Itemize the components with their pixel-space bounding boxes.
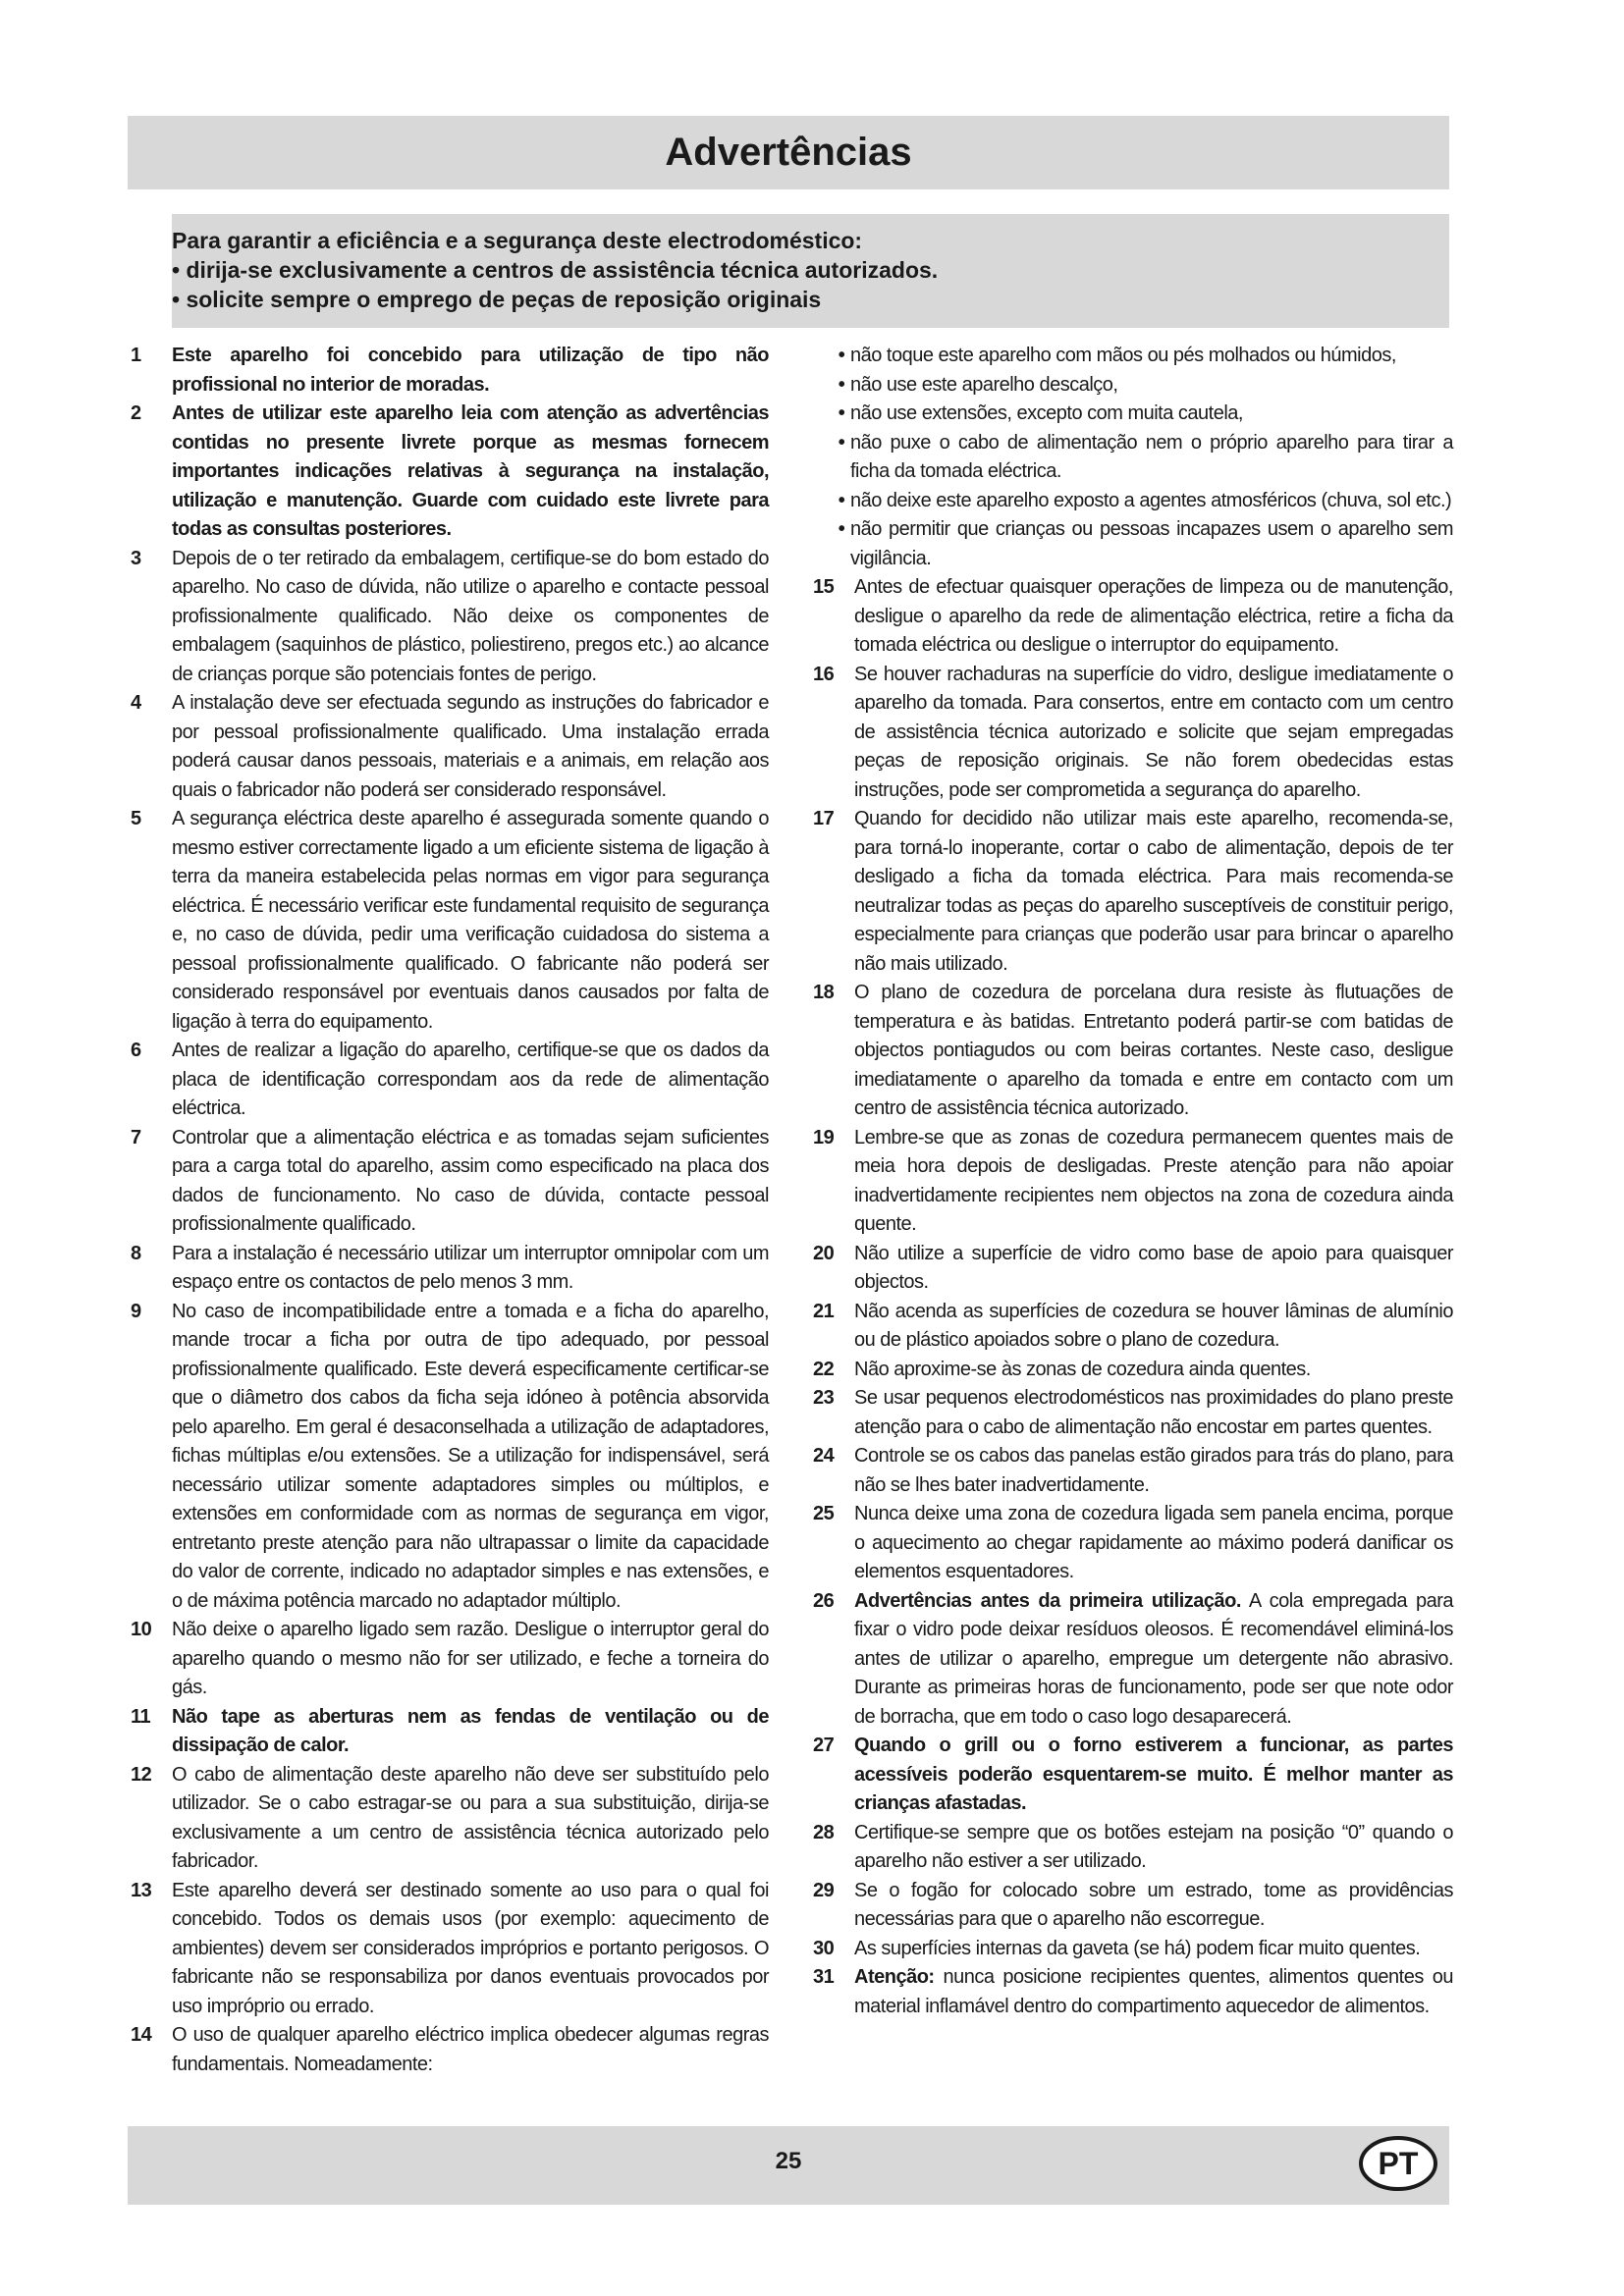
warning-item — [131, 1240, 769, 1298]
warning-item — [813, 1935, 1453, 1964]
item-text: Quando for decidido não utilizar mais este aparelho, recomenda-se, para torná-lo inoperante, cortar o cabo de alimentação, depois de ter desligado a ficha da tomada eléctrica. Para mais recomenda-se neutralizar todas as peças do aparelho susceptíveis de constituir perigo, especialmente para crianças que poderão usar para brincar o aparelho não mais utilizado. — [854, 808, 1453, 975]
item-number: 16 — [813, 663, 835, 685]
item-number: 20 — [813, 1242, 835, 1264]
warning-item — [131, 545, 769, 690]
warning-item — [813, 1124, 1453, 1240]
item-number: 24 — [813, 1445, 835, 1467]
item-number: 18 — [813, 982, 835, 1003]
item-number: 29 — [813, 1879, 835, 1901]
warning-item — [813, 979, 1453, 1124]
item-text: Se usar pequenos electrodomésticos nas proximidades do plano preste atenção para o cabo de alimentação não encostar em partes quentes. — [854, 1387, 1453, 1438]
item-number: 31 — [813, 1966, 835, 1988]
item-number: 25 — [813, 1503, 835, 1524]
bullet-text: não deixe este aparelho exposto a agentes atmosféricos (chuva, sol etc.) — [850, 489, 1452, 511]
item-number: 13 — [131, 1879, 152, 1901]
item-text — [854, 1963, 1453, 2021]
bullet-text: não puxe o cabo de alimentação nem o próprio aparelho para tirar a ficha da tomada eléctrica. — [850, 431, 1453, 482]
item-text: No caso de incompatibilidade entre a tomada e a ficha do aparelho, mande trocar a ficha por outra de tipo adequado, por pessoal profissionalmente qualificado. Este deverá especificamente certificar-se que o diâmetro dos cabos da ficha seja idóneo à potência absorvida pelo aparelho. Em geral é desaconselhada a utilização de adaptadores, fichas múltiplas e/ou extensões. Se a utilização for indispensável, será necessário utilizar somente adaptadores simples ou múltiplos, e extensões em conformidade com as normas de segurança em vigor, entretanto preste atenção para não ultrapassar o limite da capacidade do valor de corrente, indicado no adaptador simples e nas extensões, e o de máxima potência marcado no adaptador múltiplo. — [172, 1300, 769, 1612]
item-text — [854, 1587, 1453, 1733]
item-14-bullets — [833, 342, 1453, 573]
item-lead: Atenção: — [854, 1966, 935, 1988]
item-number: 17 — [813, 808, 835, 829]
notice-line-intro: Para garantir a eficiência e a segurança deste electrodoméstico: — [172, 228, 863, 253]
item-text: Não aproxime-se às zonas de cozedura ainda quentes. — [854, 1358, 1311, 1380]
warning-item — [131, 1761, 769, 1877]
item-text: Se houver rachaduras na superfície do vidro, desligue imediatamente o aparelho da tomada. Para consertos, entre em contacto com um centro de assistência técnica autorizado e solicite que sejam empregadas peças de reposição originais. Se não forem obedecidas estas instruções, pode ser comprometida a segurança do aparelho. — [854, 663, 1453, 801]
item-number: 7 — [131, 1126, 141, 1148]
item-text: Este aparelho foi concebido para utilização de tipo não profissional no interior de moradas. — [172, 345, 769, 396]
bullet-item: • não deixe este aparelho exposto a agentes atmosféricos (chuva, sol etc.) — [833, 487, 1453, 516]
bullet-item: • não toque este aparelho com mãos ou pés molhados ou húmidos, — [833, 342, 1453, 371]
item-body: nunca posicione recipientes quentes, alimentos quentes ou material inflamável dentro do compartimento aquecedor de alimentos. — [854, 1966, 1454, 2017]
title-bar — [128, 116, 1449, 189]
footer-bar — [128, 2126, 1449, 2205]
language-badge-text: PT — [1378, 2146, 1419, 2181]
item-text: Lembre-se que as zonas de cozedura permanecem quentes mais de meia hora depois de desligadas. Preste atenção para não apoiar inadvertidamente recipientes nem objectos na zona de cozedura ainda quente. — [854, 1126, 1453, 1235]
item-number: 22 — [813, 1358, 835, 1380]
item-number: 30 — [813, 1937, 835, 1959]
warning-item — [131, 1703, 769, 1761]
item-number: 2 — [131, 402, 141, 424]
warning-item — [131, 1298, 769, 1617]
page-title: Advertências — [665, 131, 912, 174]
bullet-text: não use extensões, excepto com muita cautela, — [850, 402, 1243, 424]
warning-item — [813, 1240, 1453, 1298]
right-column — [813, 342, 1453, 2021]
item-number: 3 — [131, 547, 141, 569]
bullet-text: não permitir que crianças ou pessoas incapazes usem o aparelho sem vigilância. — [850, 518, 1453, 569]
item-text: Nunca deixe uma zona de cozedura ligada sem panela encima, porque o aquecimento ao chegar rapidamente ao máximo poderá danificar os elementos esquentadores. — [854, 1503, 1453, 1582]
warning-item — [813, 805, 1453, 979]
warning-item — [813, 1356, 1453, 1385]
item-text: Certifique-se sempre que os botões estejam na posição “0” quando o aparelho não estiver a ser utilizado. — [854, 1821, 1453, 1872]
item-number: 5 — [131, 808, 141, 829]
warning-item — [813, 573, 1453, 661]
item-text: Quando o grill ou o forno estiverem a funcionar, as partes acessíveis poderão esquentarem-se muito. É melhor manter as crianças afastadas. — [854, 1735, 1453, 1814]
bullet-item: • não use este aparelho descalço, — [833, 371, 1453, 400]
language-badge-icon — [1357, 2134, 1439, 2193]
page-number: 25 — [775, 2148, 802, 2174]
notice-line-service: • dirija-se exclusivamente a centros de assistência técnica autorizados. — [172, 257, 939, 283]
item-number: 19 — [813, 1126, 835, 1148]
item-number: 14 — [131, 2024, 152, 2046]
item-text: Depois de o ter retirado da embalagem, certifique-se do bom estado do aparelho. No caso de dúvida, não utilize o aparelho e contacte pessoal profissionalmente qualificado. Não deixe os componentes de embalagem (saquinhos de plástico, poliestireno, pregos etc.) ao alcance de crianças porque são potenciais fontes de perigo. — [172, 547, 769, 685]
item-text: A segurança eléctrica deste aparelho é assegurada somente quando o mesmo estiver correctamente ligado a um eficiente sistema de ligação à terra da maneira estabelecida pelas normas em vigor para segurança eléctrica. É necessário verificar este fundamental requisito de segurança e, no caso de dúvida, pedir uma verificação cuidadosa do sistema a pessoal profissionalmente qualificado. O fabricante não poderá ser considerado responsável por eventuais danos causados por falta de ligação à terra do equipamento. — [172, 808, 769, 1033]
item-text: Antes de efectuar quaisquer operações de limpeza ou de manutenção, desligue o aparelho da rede de alimentação eléctrica, retire a ficha da tomada eléctrica ou desligue o interruptor do equipamento. — [854, 576, 1453, 656]
warning-item — [813, 1500, 1453, 1587]
item-number: 1 — [131, 345, 141, 366]
notice-line-parts: • solicite sempre o emprego de peças de reposição originais — [172, 287, 822, 312]
item-text: Antes de utilizar este aparelho leia com atenção as advertências contidas no presente livrete porque as mesmas fornecem importantes indicações relativas à segurança na instalação, utilização e manutenção. Guarde com cuidado este livrete para todas as consultas posteriores. — [172, 402, 769, 540]
warning-item — [813, 1442, 1453, 1500]
item-text: Este aparelho deverá ser destinado somente ao uso para o qual foi concebido. Todos os demais usos (por exemplo: aquecimento de ambientes) devem ser considerados impróprios e portanto perigosos. O fabricante não se responsabiliza por danos eventuais provocados por uso impróprio ou errado. — [172, 1879, 769, 2017]
item-number: 8 — [131, 1242, 141, 1264]
item-text: Para a instalação é necessário utilizar um interruptor omnipolar com um espaço entre os contactos de pelo menos 3 mm. — [172, 1242, 769, 1293]
item-text: Antes de realizar a ligação do aparelho, certifique-se que os dados da placa de identificação correspondam aos da rede de alimentação eléctrica. — [172, 1040, 769, 1119]
item-text: A instalação deve ser efectuada segundo as instruções do fabricador e por pessoal profissionalmente qualificado. Uma instalação errada poderá causar danos pessoais, materiais e a animais, em relação aos quais o fabricador não poderá ser considerado responsável. — [172, 692, 769, 801]
item-number: 28 — [813, 1821, 835, 1843]
item-text: O cabo de alimentação deste aparelho não deve ser substituído pelo utilizador. Se o cabo estragar-se ou para a sua substituição, dirija-se exclusivamente a um centro de assistência técnica autorizado pelo fabricador. — [172, 1763, 769, 1872]
warning-item — [131, 1124, 769, 1240]
item-text: O uso de qualquer aparelho eléctrico implica obedecer algumas regras fundamentais. Nomeadamente: — [172, 2024, 769, 2075]
item-number: 12 — [131, 1763, 152, 1786]
item-lead: Advertências antes da primeira utilização. — [854, 1589, 1241, 1612]
warning-item — [813, 1587, 1453, 1733]
warning-item — [813, 1732, 1453, 1819]
warning-item — [131, 400, 769, 545]
notice-box — [172, 214, 1449, 328]
warning-item — [131, 1037, 769, 1124]
item-number: 15 — [813, 576, 835, 598]
bullet-item: • não puxe o cabo de alimentação nem o próprio aparelho para tirar a ficha da tomada eléctrica. — [833, 429, 1453, 487]
bullet-item: • não permitir que crianças ou pessoas incapazes usem o aparelho sem vigilância. — [833, 515, 1453, 573]
item-text: Não tape as aberturas nem as fendas de ventilação ou de dissipação de calor. — [172, 1705, 769, 1756]
item-body: A cola empregada para fixar o vidro pode deixar resíduos oleosos. É recomendável eliminá-los antes de utilizar o aparelho, empregue um detergente não abrasivo. Durante as primeiras horas de funcionamento, pode ser que note odor de borracha, que em todo o caso logo desaparecerá. — [854, 1589, 1454, 1728]
warning-item — [813, 1819, 1453, 1877]
item-text: Não acenda as superfícies de cozedura se houver lâminas de alumínio ou de plástico apoiados sobre o plano de cozedura. — [854, 1300, 1453, 1351]
bullet-text: não toque este aparelho com mãos ou pés molhados ou húmidos, — [850, 345, 1396, 366]
item-text: As superfícies internas da gaveta (se há) podem ficar muito quentes. — [854, 1937, 1421, 1959]
bullet-item: • não use extensões, excepto com muita cautela, — [833, 400, 1453, 429]
item-text: Não utilize a superfície de vidro como base de apoio para quaisquer objectos. — [854, 1242, 1453, 1293]
item-number: 21 — [813, 1300, 835, 1322]
left-column — [131, 342, 769, 2079]
item-number: 27 — [813, 1735, 835, 1756]
warning-item — [813, 661, 1453, 806]
warning-item — [131, 805, 769, 1037]
item-text: O plano de cozedura de porcelana dura resiste às flutuações de temperatura e às batidas. Entretanto poderá partir-se com batidas de objectos pontiagudos ou com beiras cortantes. Neste caso, desligue imediatamente o aparelho da tomada e entre em contacto com um centro de assistência técnica autorizado. — [854, 982, 1453, 1119]
item-number: 26 — [813, 1589, 835, 1612]
item-number: 6 — [131, 1040, 141, 1061]
warning-item — [813, 1298, 1453, 1356]
item-number: 4 — [131, 692, 141, 714]
warning-item — [131, 1616, 769, 1703]
item-text: Se o fogão for colocado sobre um estrado, tome as providências necessárias para que o aparelho não escorregue. — [854, 1879, 1453, 1930]
item-number: 11 — [131, 1705, 151, 1728]
item-number: 9 — [131, 1300, 141, 1322]
warning-item — [813, 1384, 1453, 1442]
warning-item — [131, 2021, 769, 2079]
warning-item — [131, 342, 769, 400]
item-number: 10 — [131, 1619, 152, 1640]
item-text: Não deixe o aparelho ligado sem razão. Desligue o interruptor geral do aparelho quando o mesmo não for ser utilizado, e feche a torneira do gás. — [172, 1619, 769, 1698]
item-text: Controlar que a alimentação eléctrica e as tomadas sejam suficientes para a carga total do aparelho, assim como especificado na placa dos dados de funcionamento. No caso de dúvida, contacte pessoal profissionalmente qualificado. — [172, 1126, 769, 1235]
item-number: 23 — [813, 1387, 835, 1409]
warning-item — [813, 1963, 1453, 2021]
warning-item — [131, 689, 769, 805]
warning-item — [131, 1877, 769, 2022]
warning-item — [813, 1877, 1453, 1935]
item-text: Controle se os cabos das panelas estão girados para trás do plano, para não se lhes bater inadvertidamente. — [854, 1445, 1453, 1496]
bullet-text: não use este aparelho descalço, — [850, 373, 1118, 396]
